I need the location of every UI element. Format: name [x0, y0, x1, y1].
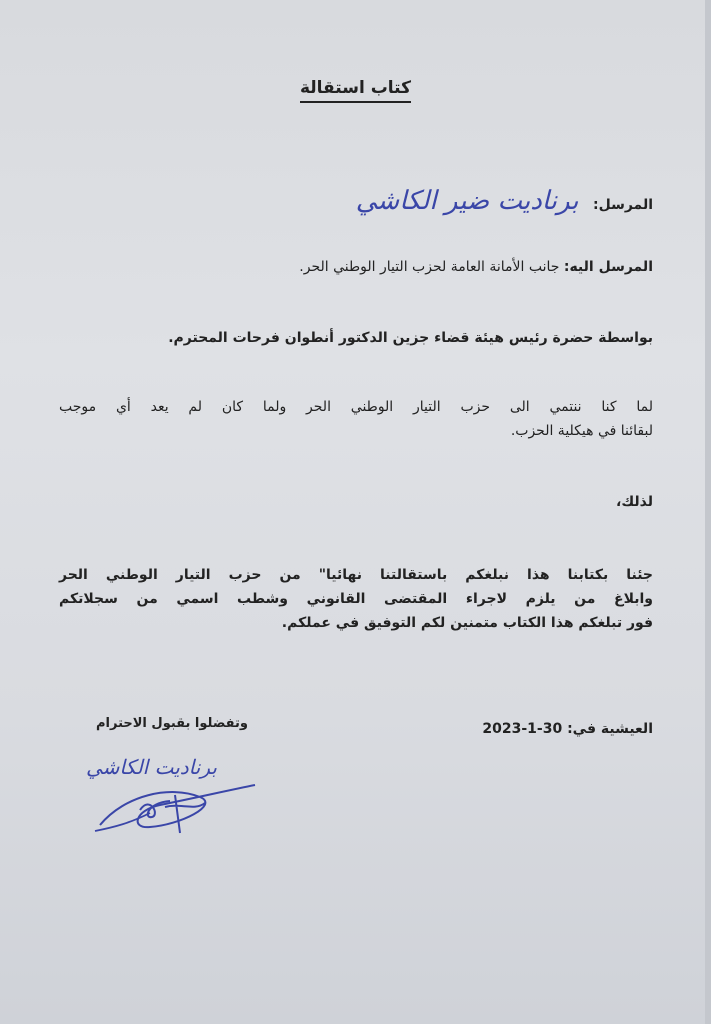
sender-line	[356, 186, 653, 216]
paragraph-2-line-2: وابلاغ من يلزم لاجراء المقتضى القانوني وشطب اسمي من سجلاتكم	[59, 591, 653, 607]
paragraph-2	[59, 563, 653, 635]
closing-line: وتفضلوا بقبول الاحترام	[96, 716, 248, 731]
recipient-line	[299, 259, 653, 275]
sender-label: المرسل:	[592, 197, 653, 213]
signature-handwritten-name: برناديت الكاشي	[86, 755, 217, 779]
recipient-text: جانب الأمانة العامة لحزب التيار الوطني الحر.	[299, 259, 560, 275]
paragraph-2-line-1: جئنا بكتابنا هذا نبلغكم باستقالتنا نهائيا" من حزب التيار الوطني الحر	[59, 567, 653, 583]
paragraph-2-line-3: فور تبلغكم هذا الكتاب متمنين لكم التوفيق في عملكم.	[281, 615, 653, 631]
paragraph-1	[59, 395, 653, 443]
paragraph-1-line-1: لما كنا ننتمي الى حزب التيار الوطني الحر ولما كان لم يعد أي موجب	[59, 399, 653, 415]
sender-name-handwritten: برناديت ضير الكاشي	[355, 186, 579, 216]
therefore-line: لذلك،	[616, 494, 653, 510]
date-line	[482, 721, 653, 737]
signature-scribble	[80, 755, 280, 845]
date-value: 2023-1-30	[482, 721, 563, 737]
date-label: العيشية في:	[567, 721, 653, 737]
letter-title	[0, 78, 711, 98]
letter-title-text: كتاب استقالة	[300, 78, 411, 103]
paragraph-1-line-2: لبقائنا في هيكلية الحزب.	[510, 423, 653, 439]
via-line: بواسطة حضرة رئيس هيئة قضاء جزين الدكتور أنطوان فرحات المحترم.	[168, 330, 653, 346]
recipient-label: المرسل اليه:	[563, 259, 653, 275]
page-fold-edge	[705, 0, 711, 1024]
